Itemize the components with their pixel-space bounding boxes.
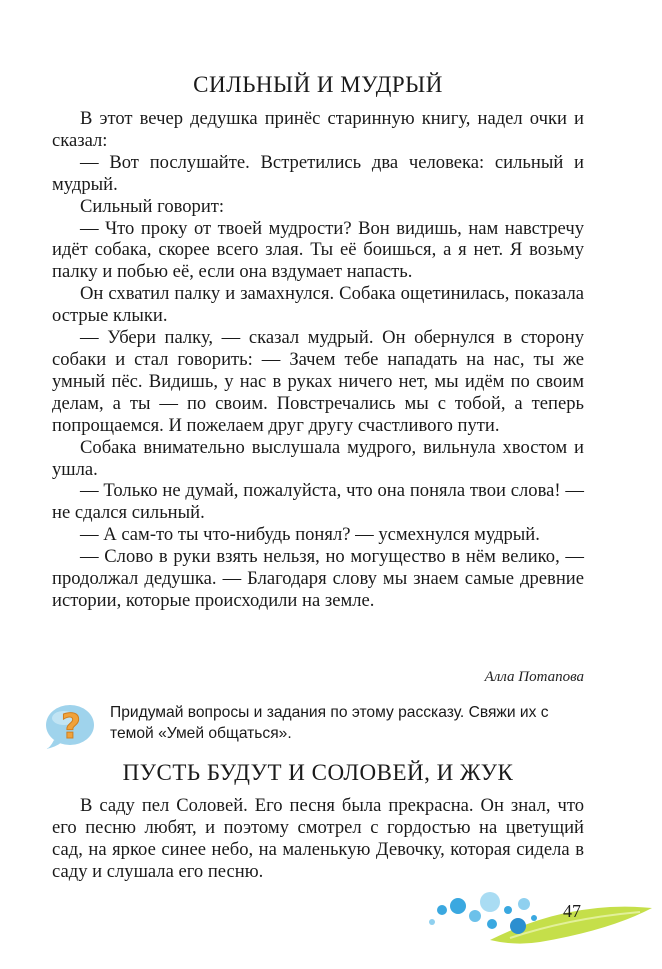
svg-text:?: ?: [61, 707, 81, 747]
paragraph: Сильный говорит:: [80, 195, 225, 217]
paragraph: — А сам-то ты что-нибудь понял? — усмехнулся мудрый.: [80, 524, 540, 546]
story-title: СИЛЬНЫЙ И МУДРЫЙ: [193, 72, 443, 97]
story-text: [52, 108, 584, 612]
paragraph: — Что проку от твоей мудрости? Вон видишь, нам навстречу идёт собака, скорее всего злая. Ты её боишься, а я нет. Я возьму палку и побью её, если она вздумает напасть.: [52, 217, 584, 283]
paragraph: Он схватил палку и замахнулся. Собака ощетинилась, показала острые клыки.: [52, 283, 584, 327]
bubbles-decoration: [420, 880, 652, 960]
paragraph: В этот вечер дедушка принёс старинную книгу, надел очки и сказал:: [52, 108, 584, 151]
paragraph: — Только не думай, пожалуйста, что она поняла твои слова! — не сдался сильный.: [52, 480, 584, 524]
paragraph: — Убери палку, — сказал мудрый. Он обернулся в сторону собаки и стал говорить: — Зачем тебе нападать на нас, ты же умный пёс. Видишь, у нас в руках ничего нет, мы идём по своим делам, а ты — по своим. Повстречались мы с тобой, а теперь попрощаемся. И пожелаем друг другу счастливого пути.: [52, 327, 584, 436]
story-text: [52, 795, 584, 883]
question-mark-icon: [44, 700, 98, 750]
task-text: Придумай вопросы и задания по этому рассказу. Свяжи их с темой «Умей общаться».: [110, 704, 549, 742]
paragraph: В саду пел Соловей. Его песня была прекрасна. Он знал, что его песню любят, и поэтому смотрел с гордостью на цветущий сад, на яркое синее небо, на маленькую Девочку, которая сидела в саду и слушала его песню.: [52, 795, 584, 882]
story-title: ПУСТЬ БУДУТ И СОЛОВЕЙ, И ЖУК: [122, 760, 514, 785]
paragraph: — Вот послушайте. Встретились два человека: сильный и мудрый.: [52, 151, 584, 195]
paragraph: Собака внимательно выслушала мудрого, вильнула хвостом и ушла.: [52, 436, 584, 480]
paragraph: — Слово в руки взять нельзя, но могущество в нём велико, — продолжал дедушка. — Благодаря слову мы знаем самые древние истории, которые происходили на земле.: [52, 546, 584, 611]
page-number: 47: [563, 901, 581, 921]
author-signature: Алла Потапова: [484, 669, 584, 685]
